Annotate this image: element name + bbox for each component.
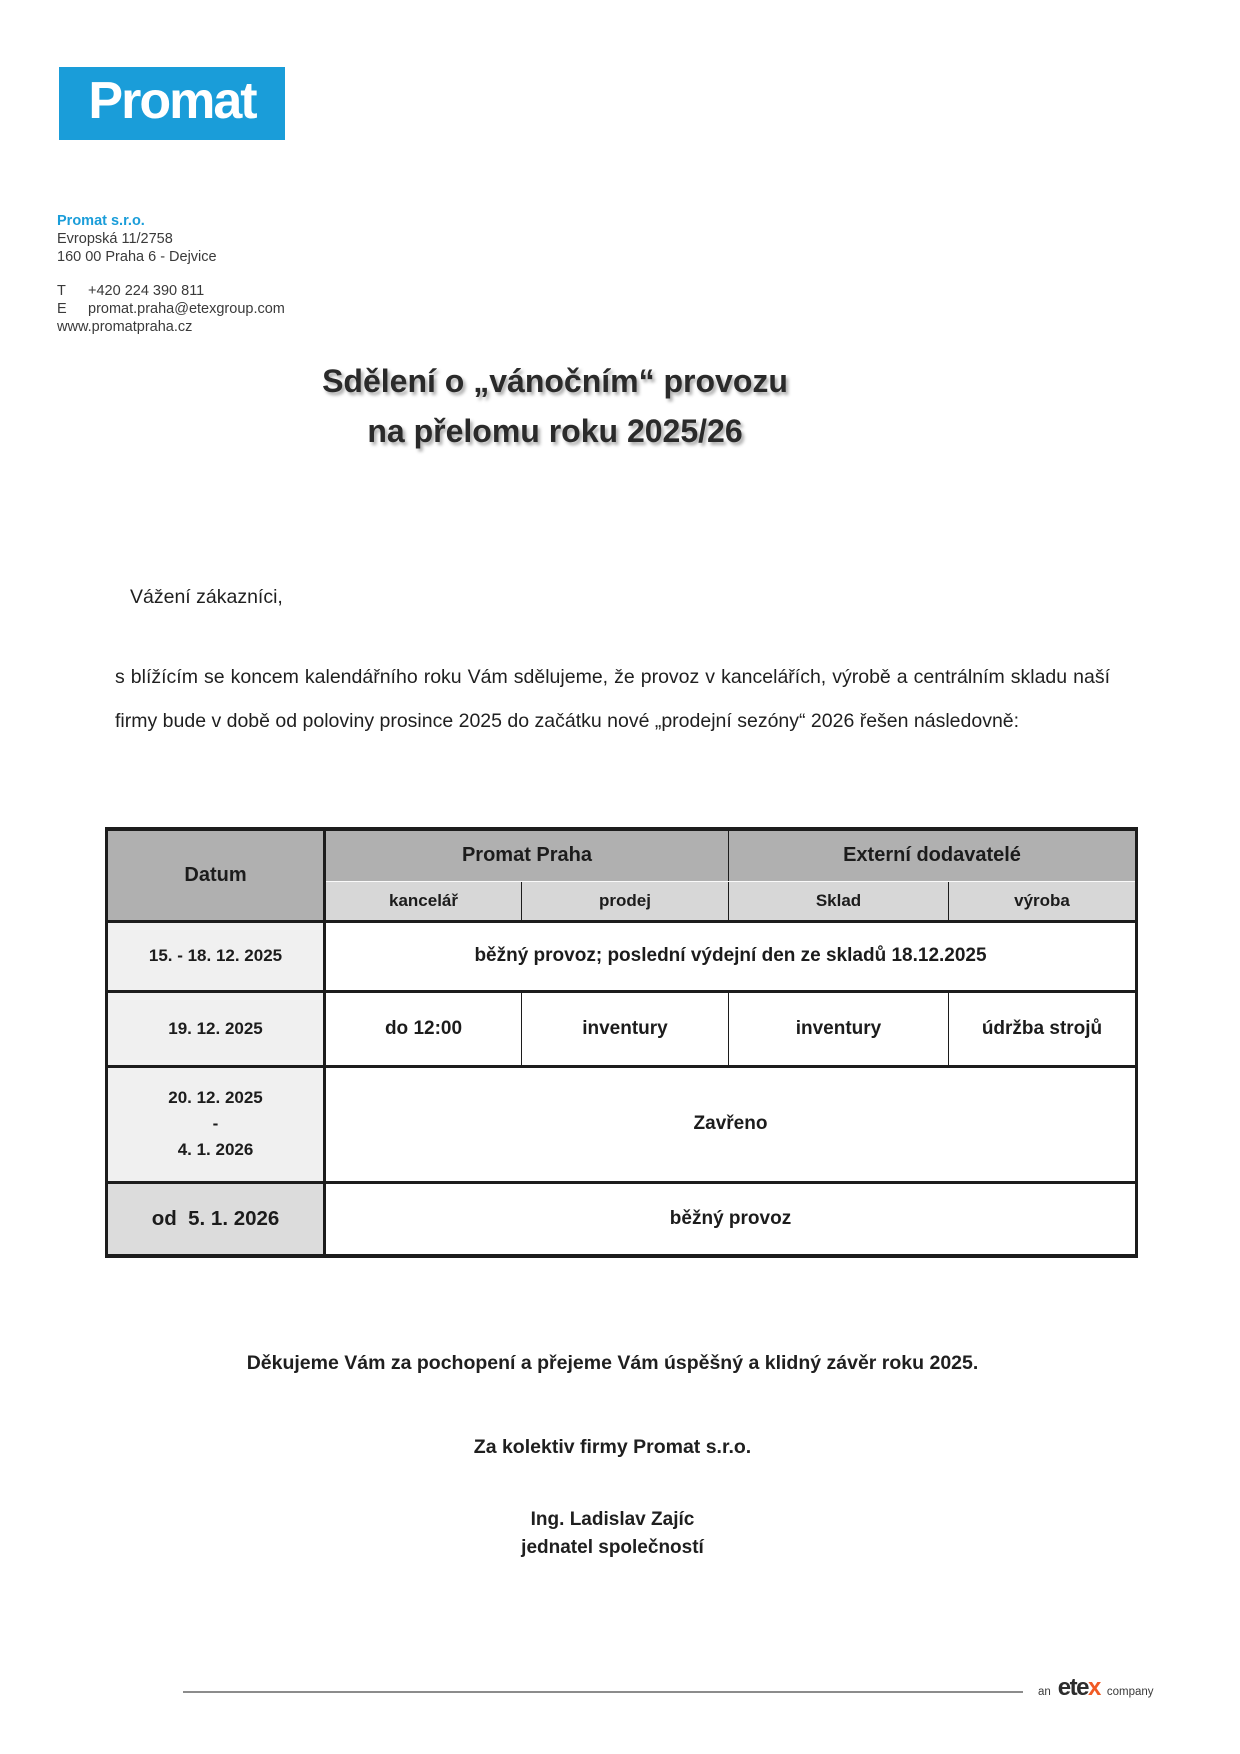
row2-kancelar-cell: do 12:00	[325, 991, 522, 1066]
address-spacer	[57, 266, 285, 282]
row1-merged-cell: běžný provoz; poslední výdejní den ze skladů 18.12.2025	[325, 921, 1137, 991]
table-row	[107, 921, 1137, 991]
etex-word-prefix: ete	[1057, 1674, 1088, 1701]
row1-date: 15. - 18. 12. 2025	[107, 921, 325, 991]
etex-an-text: an	[1038, 1686, 1051, 1698]
etex-x-glyph: x	[1087, 1674, 1100, 1701]
row4-date: od 5. 1. 2026	[107, 1182, 325, 1256]
body-paragraph: s blížícím se koncem kalendářního roku Vám sdělujeme, že provoz v kancelářích, výrobě a centrálním skladu naší firmy bude v době od poloviny prosince 2025 do začátku nové „prodejní sezóny“ 2026 řešen následovně:	[115, 666, 1110, 732]
sender-street: Evropská 11/2758	[57, 231, 173, 247]
sender-phone-row	[57, 282, 285, 300]
document-title-line-2: na přelomu roku 2025/26	[367, 413, 743, 449]
email-address: promat.praha@etexgroup.com	[88, 301, 285, 317]
etex-company-text: company	[1106, 1686, 1154, 1698]
phone-number: +420 224 390 811	[88, 283, 205, 299]
row2-vyroba-cell: údržba strojů	[949, 991, 1137, 1066]
header-sklad: Sklad	[729, 881, 949, 921]
document-title	[115, 356, 995, 456]
greeting-line: Vážení zákazníci,	[130, 586, 283, 608]
sender-address-block	[57, 212, 285, 336]
signatory-name: Ing. Ladislav Zajíc	[530, 1509, 695, 1530]
sender-company-name: Promat s.r.o.	[57, 213, 145, 229]
document-title-line-1: Sdělení o „vánočním“ provozu	[322, 363, 788, 399]
row3-merged-cell: Zavřeno	[325, 1066, 1137, 1182]
header-datum: Datum	[107, 829, 325, 921]
table-row	[107, 1066, 1137, 1182]
signature-block	[115, 1506, 1110, 1562]
header-promat-praha: Promat Praha	[325, 829, 729, 881]
header-prodej: prodej	[522, 881, 729, 921]
row4-merged-cell: běžný provoz	[325, 1182, 1137, 1256]
table-row	[107, 1182, 1137, 1256]
header-kancelar: kancelář	[325, 881, 522, 921]
header-externi-dodavatele: Externí dodavatelé	[729, 829, 1137, 881]
header-vyroba: výroba	[949, 881, 1137, 921]
sender-city: 160 00 Praha 6 - Dejvice	[57, 249, 217, 265]
table-row	[107, 991, 1137, 1066]
header-row-groups	[107, 829, 1137, 881]
collective-line: Za kolektiv firmy Promat s.r.o.	[473, 1436, 752, 1458]
signatory-title: jednatel společností	[521, 1537, 704, 1558]
sender-email-row	[57, 300, 285, 318]
row3-date-line-1: 20. 12. 2025	[168, 1088, 263, 1107]
row2-prodej-cell: inventury	[522, 991, 729, 1066]
row3-date	[107, 1066, 325, 1182]
phone-label: T	[57, 283, 66, 299]
etex-wordmark	[1058, 1676, 1100, 1700]
thanks-line: Děkujeme Vám za pochopení a přejeme Vám úspěšný a klidný závěr roku 2025.	[246, 1352, 979, 1374]
promat-logo-text: Promat	[88, 72, 256, 130]
row2-sklad-cell: inventury	[729, 991, 949, 1066]
schedule-table	[105, 827, 1138, 1258]
website-url: www.promatpraha.cz	[57, 319, 193, 335]
row3-date-line-2: -	[212, 1114, 219, 1133]
row3-date-line-3: 4. 1. 2026	[177, 1140, 254, 1159]
footer-divider	[183, 1691, 1023, 1693]
email-label: E	[57, 301, 67, 317]
promat-logo	[59, 67, 285, 140]
etex-logo	[1038, 1676, 1154, 1700]
row2-date: 19. 12. 2025	[107, 991, 325, 1066]
